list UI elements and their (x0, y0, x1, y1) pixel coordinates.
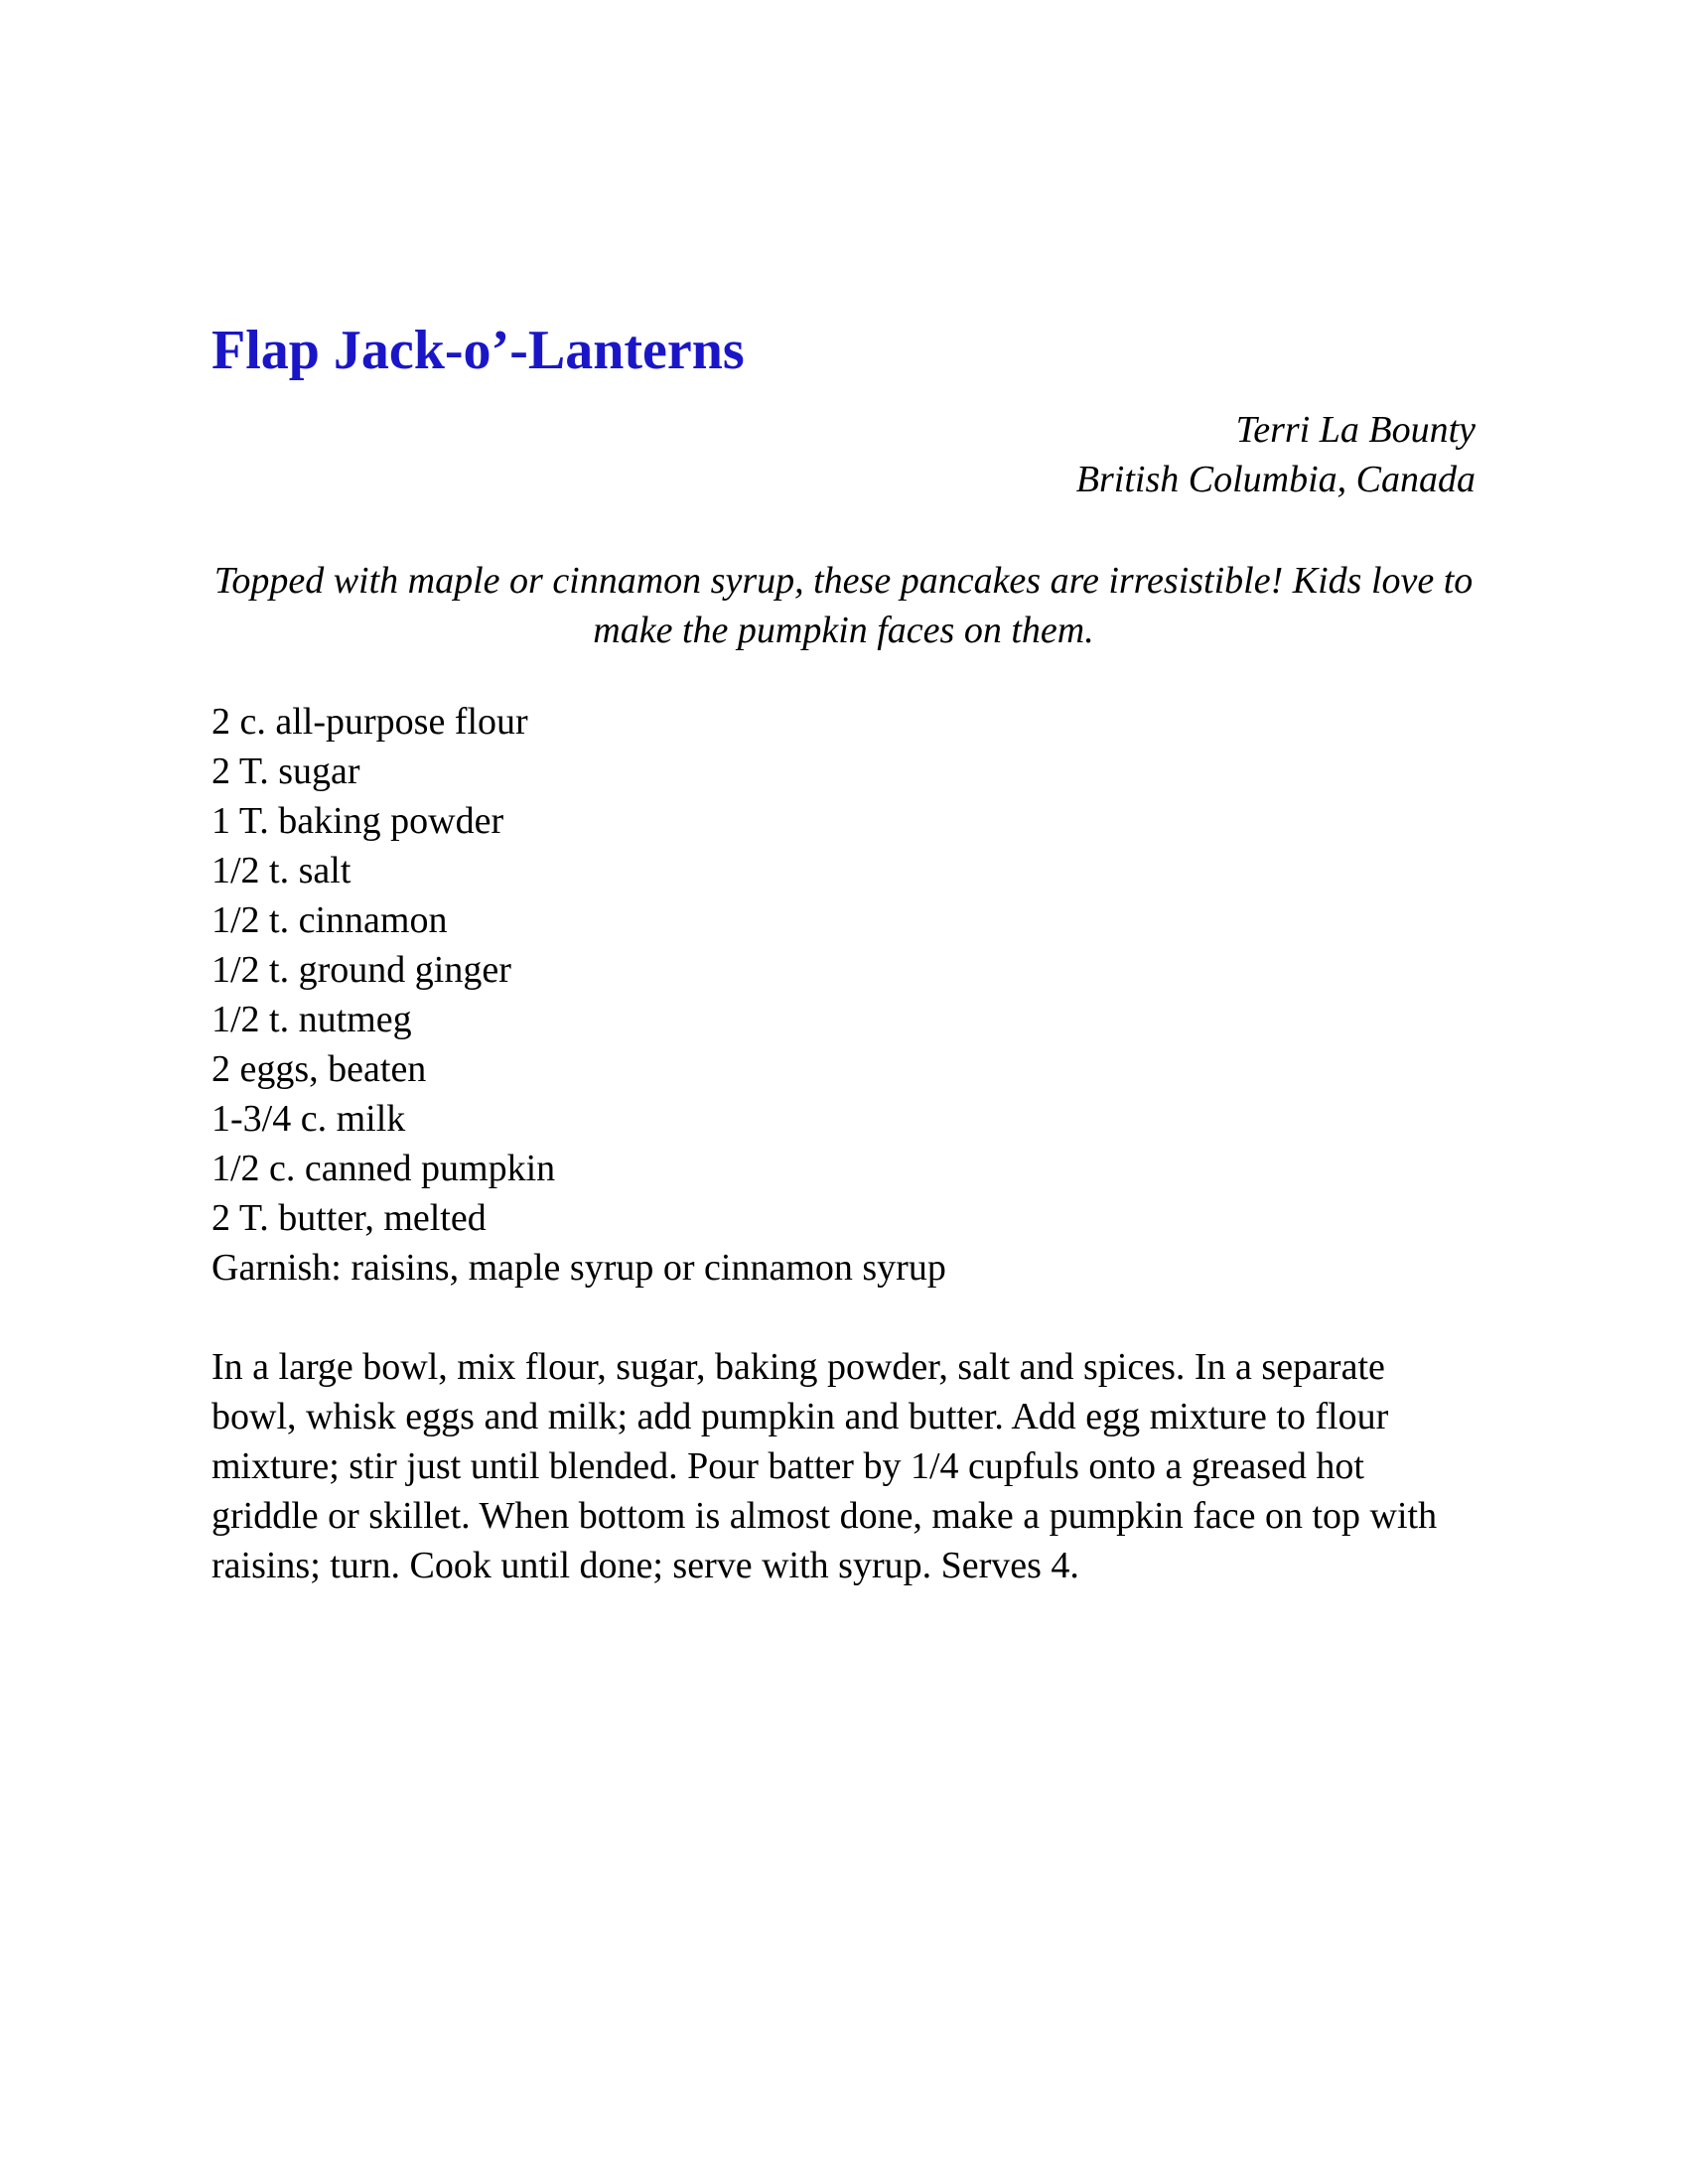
recipe-directions: In a large bowl, mix flour, sugar, baking powder, salt and spices. In a separate bowl, whisk eggs and milk; add pumpkin and butter. Add egg mixture to flour mixture; stir just until blended. Pour batter by 1/4 cupfuls onto a greased hot griddle or skillet. When bottom is almost done, make a pumpkin face on top with raisins; turn. Cook until done; serve with syrup. Serves 4. (211, 1346, 1438, 1586)
ingredient-item: 1 T. baking powder (211, 800, 504, 842)
ingredient-item: 1/2 c. canned pumpkin (211, 1148, 556, 1189)
ingredient-item: 1/2 t. salt (211, 850, 352, 891)
ingredient-item: 2 T. sugar (211, 751, 360, 792)
recipe-page (211, 318, 1476, 1590)
recipe-title: Flap Jack-o’-Lanterns (211, 320, 745, 381)
ingredient-item: 2 T. butter, melted (211, 1197, 487, 1239)
ingredient-item: 1/2 t. ground ginger (211, 949, 511, 991)
ingredient-item: 1-3/4 c. milk (211, 1098, 406, 1140)
ingredient-list (211, 697, 1476, 1293)
ingredient-item: 2 c. all-purpose flour (211, 701, 528, 743)
ingredient-item: 1/2 t. cinnamon (211, 899, 448, 941)
ingredient-item: 1/2 t. nutmeg (211, 999, 412, 1040)
author-location: British Columbia, Canada (1075, 459, 1476, 500)
attribution (211, 405, 1476, 504)
recipe-intro: Topped with maple or cinnamon syrup, these pancakes are irresistible! Kids love to make the pumpkin faces on them. (213, 560, 1474, 651)
ingredient-item: Garnish: raisins, maple syrup or cinnamon syrup (211, 1247, 946, 1289)
ingredient-item: 2 eggs, beaten (211, 1048, 427, 1090)
author-name: Terri La Bounty (1235, 409, 1476, 451)
